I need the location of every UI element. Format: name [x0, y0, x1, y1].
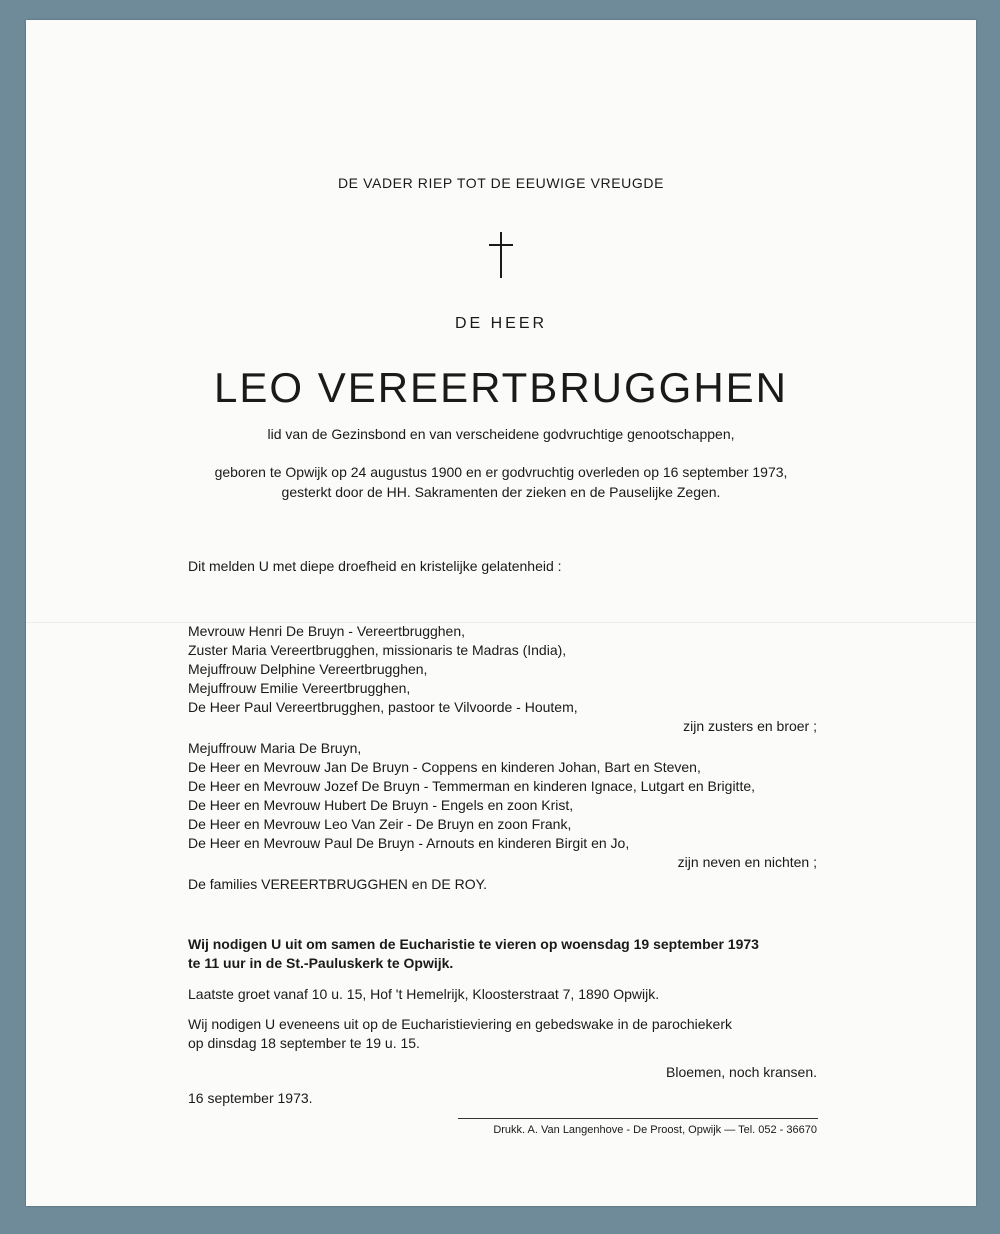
membership-line: lid van de Gezinsbond en van verscheidene godvruchtige genootschappen, [267, 426, 735, 442]
last-greeting-line: Laatste groet vanaf 10 u. 15, Hof 't Hemelrijk, Kloosterstraat 7, 1890 Opwijk. [188, 986, 660, 1002]
nephew-line: De Heer en Mevrouw Leo Van Zeir - De Bruyn en zoon Frank, [188, 816, 572, 832]
nephews-relation: zijn neven en nichten ; [677, 854, 817, 870]
nephew-line: De Heer en Mevrouw Paul De Bruyn - Arnouts en kinderen Birgit en Jo, [188, 835, 630, 851]
nephew-line: De Heer en Mevrouw Jozef De Bruyn - Temmerman en kinderen Ignace, Lutgart en Brigitte, [188, 778, 756, 794]
sacraments-line: gesterkt door de HH. Sakramenten der zieken en de Pauselijke Zegen. [281, 484, 721, 500]
vigil-date-line: op dinsdag 18 september te 19 u. 15. [188, 1035, 420, 1051]
vigil-invite-line: Wij nodigen U eveneens uit op de Eucharistieviering en gebedswake in de parochiekerk [188, 1016, 732, 1032]
printer-divider [458, 1118, 818, 1119]
families-line: De families VEREERTBRUGGHEN en DE ROY. [188, 876, 488, 892]
memorial-card [26, 20, 976, 1206]
sibling-line: Mejuffrouw Emilie Vereertbrugghen, [188, 680, 411, 696]
nephew-line: De Heer en Mevrouw Hubert De Bruyn - Engels en zoon Krist, [188, 797, 574, 813]
issue-date: 16 september 1973. [188, 1090, 313, 1106]
fold-crease [26, 622, 976, 623]
motto: DE VADER RIEP TOT DE EEUWIGE VREUGDE [337, 175, 665, 191]
flowers-note: Bloemen, noch kransen. [666, 1064, 817, 1080]
sibling-line: Mejuffrouw Delphine Vereertbrugghen, [188, 661, 428, 677]
funeral-invite-line: Wij nodigen U uit om samen de Eucharistie te vieren op woensdag 19 september 1973 [188, 936, 759, 952]
announcement-line: Dit melden U met diepe droefheid en kristelijke gelatenheid : [188, 558, 562, 574]
siblings-relation: zijn zusters en broer ; [683, 718, 817, 734]
sibling-line: Mevrouw Henri De Bruyn - Vereertbrugghen, [188, 623, 466, 639]
deceased-name: LEO VEREERTBRUGGHEN [213, 364, 788, 411]
sibling-line: De Heer Paul Vereertbrugghen, pastoor te Vilvoorde - Houtem, [188, 699, 578, 715]
funeral-location-line: te 11 uur in de St.-Pauluskerk te Opwijk. [188, 955, 454, 971]
cross-icon [488, 232, 514, 280]
nephew-line: De Heer en Mevrouw Jan De Bruyn - Coppens en kinderen Johan, Bart en Steven, [188, 759, 701, 775]
sibling-line: Zuster Maria Vereertbrugghen, missionaris te Madras (India), [188, 642, 567, 658]
birth-death-line: geboren te Opwijk op 24 augustus 1900 en er godvruchtig overleden op 16 september 1973, [214, 464, 788, 480]
printer-credit: Drukk. A. Van Langenhove - De Proost, Opwijk — Tel. 052 - 36670 [493, 1124, 817, 1136]
nephew-line: Mejuffrouw Maria De Bruyn, [188, 740, 362, 756]
honorific-title: DE HEER [454, 315, 548, 332]
